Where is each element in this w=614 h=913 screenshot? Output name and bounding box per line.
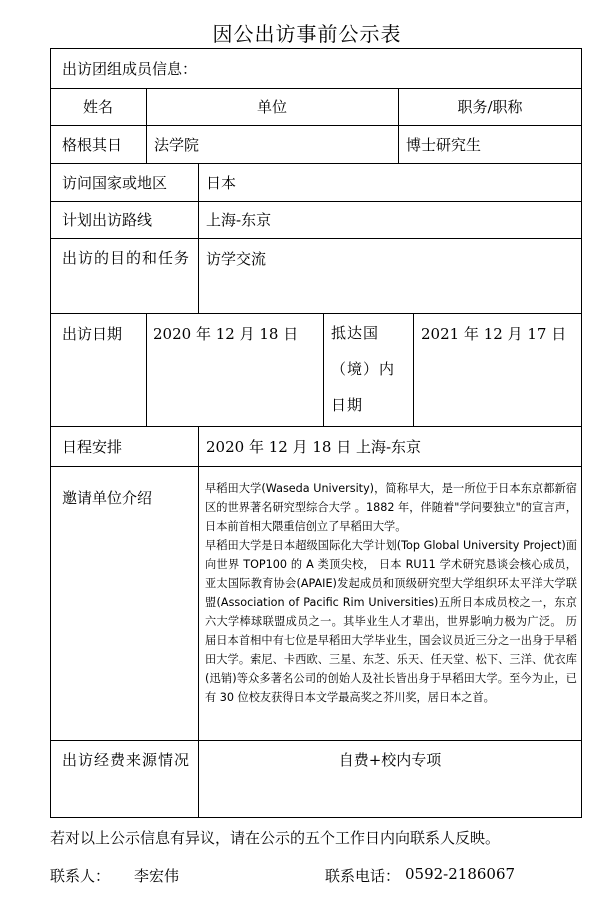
row-divider (50, 201, 582, 202)
row-divider (50, 163, 582, 164)
col-divider (146, 313, 147, 426)
return-value: 2021 年 12 月 17 日 (421, 325, 567, 343)
country-value: 日本 (206, 174, 237, 192)
route-value: 上海-东京 (206, 211, 272, 229)
member-position: 博士研究生 (406, 136, 482, 154)
member-unit: 法学院 (154, 136, 200, 154)
intro-label: 邀请单位介绍 (62, 489, 153, 507)
schedule-value: 2020 年 12 月 18 日 上海-东京 (206, 438, 422, 456)
col-divider (198, 163, 199, 313)
phone-label: 联系电话： (325, 867, 401, 885)
row-divider (50, 426, 582, 427)
purpose-label: 出访的目的和任务 (62, 249, 191, 267)
col-header-position: 职务/职称 (457, 98, 523, 116)
row-divider (50, 88, 582, 89)
intro-text (205, 479, 577, 707)
depart-label: 出访日期 (62, 325, 123, 343)
purpose-value: 访学交流 (206, 250, 267, 268)
schedule-label: 日程安排 (62, 438, 123, 456)
col-divider (323, 313, 324, 426)
intro-paragraph: 早稻田大学(Waseda University)，简称早大，是一所位于日本东京都新宿区的世界著名研究型综合大学 。1882 年，伴随着"学问要独立"的宣言声，日本前首相大隈重信创立了早稻田大学。 (205, 482, 577, 533)
contact-name: 李宏伟 (134, 867, 180, 885)
return-label: 抵达国（境）内日期 (331, 324, 396, 414)
col-divider (413, 313, 414, 426)
col-header-unit: 单位 (256, 98, 287, 116)
members-header: 出访团组成员信息： (62, 60, 198, 78)
intro-paragraph: 早稻田大学是日本超级国际化大学计划(Top Global University Project)面向世界 TOP100 的 A 类顶尖校， 日本 RU11 学术研究恳谈会核心成员，亚太国际教育协会(APAIE)发起成员和顶级研究型大学组织环太平洋大学联盟(Association of Pacific Rim Universities)五所日本成员校之一，东京六大学棒球联盟成员之一。其毕业生人才辈出，世界影响力极为广泛。 历届日本首相中有七位是早稻田大学毕业生，国会议员近三分之一出身于早稻田大学。索尼、卡西欧、三星、东芝、乐天、任天堂、松下、三洋、优衣库(迅销)等众多著名公司的创始人及社长皆出身于早稻田大学。至今为止，已有 30 位校友获得日本文学最高奖之芥川奖，居日本之首。 (205, 539, 577, 704)
funding-label: 出访经费来源情况 (62, 751, 191, 769)
row-divider (50, 466, 582, 467)
row-divider (50, 238, 582, 239)
row-divider (50, 740, 582, 741)
member-name: 格根其日 (62, 136, 123, 154)
row-divider (50, 313, 582, 314)
phone-value: 0592-2186067 (405, 865, 516, 883)
col-header-name: 姓名 (82, 98, 113, 116)
country-label: 访问国家或地区 (62, 174, 168, 192)
funding-value: 自费+校内专项 (338, 751, 442, 769)
route-label: 计划出访路线 (62, 211, 153, 229)
depart-value: 2020 年 12 月 18 日 (153, 325, 299, 343)
contact-label: 联系人： (50, 867, 111, 885)
notice-text: 若对以上公示信息有异议，请在公示的五个工作日内向联系人反映。 (50, 829, 501, 847)
row-divider (50, 125, 582, 126)
page-title: 因公出访事前公示表 (212, 22, 402, 46)
